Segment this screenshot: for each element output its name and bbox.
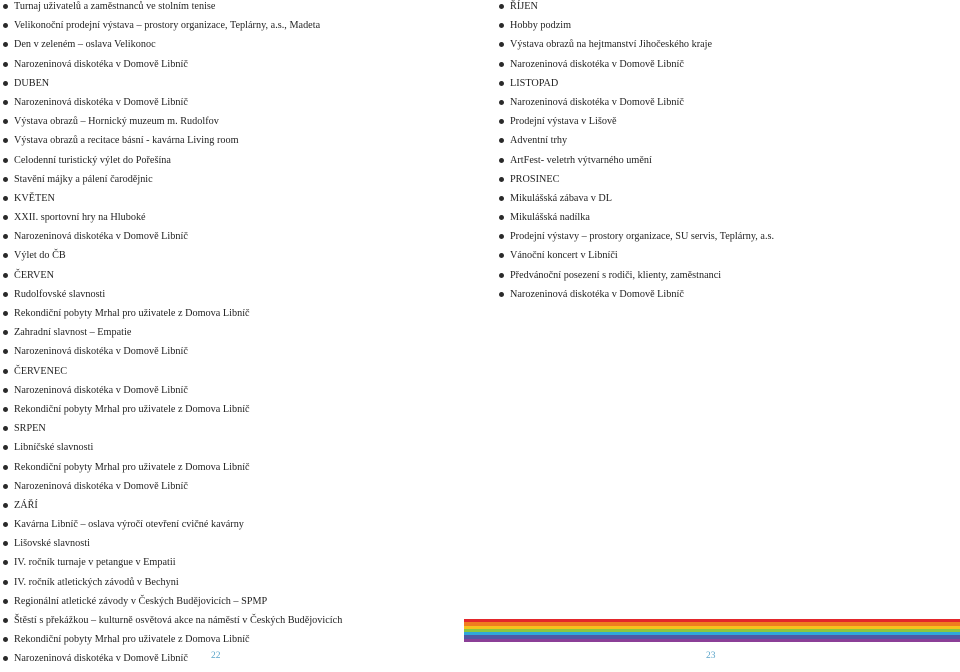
bullet-icon — [3, 177, 8, 182]
list-item-text: Předvánoční posezení s rodiči, klienty, zaměstnanci — [510, 269, 722, 281]
list-item-text: Rekondiční pobyty Mrhal pro uživatele z Domova Libníč — [14, 308, 250, 319]
list-item — [496, 134, 960, 153]
list-item — [496, 154, 960, 173]
bullet-icon — [499, 273, 504, 278]
bullet-icon — [3, 4, 8, 9]
bullet-icon — [499, 138, 504, 143]
list-item — [0, 96, 470, 115]
list-item — [0, 307, 470, 326]
list-item-text: Vánoční koncert v Libníči — [510, 250, 618, 262]
bullet-icon — [3, 196, 8, 201]
list-item — [0, 461, 470, 480]
bullet-icon — [3, 311, 8, 316]
list-item-text: Lišovské slavnosti — [14, 538, 90, 550]
list-item-text: Kavárna Libníč – oslava výročí otevření cvičné kavárny — [14, 519, 244, 531]
list-item — [496, 230, 960, 249]
list-item-text: SRPEN — [14, 423, 46, 435]
bullet-icon — [3, 330, 8, 335]
list-item-text: Narozeninová diskotéka v Domově Libníč — [510, 288, 684, 300]
list-item-text: Rekondiční pobyty Mrhal pro uživatele z Domova Libníč — [14, 461, 250, 473]
list-item-text: Mikulášská zábava v DL — [510, 192, 613, 204]
list-item — [0, 326, 470, 345]
list-item — [0, 518, 470, 537]
list-item — [0, 576, 470, 595]
list-item-text: Mikulášská nadílka — [510, 212, 590, 224]
list-item — [0, 249, 470, 268]
list-item — [0, 173, 470, 192]
list-item-text: ČERVEN — [14, 269, 55, 281]
bullet-icon — [3, 656, 8, 661]
bullet-icon — [3, 522, 8, 527]
list-item-text: XXII. sportovní hry na Hluboké — [14, 212, 146, 224]
list-item — [496, 115, 960, 134]
list-item-text: Stavění májky a pálení čarodějnic — [14, 173, 153, 185]
bullet-icon — [3, 503, 8, 508]
bullet-icon — [499, 292, 504, 297]
list-item-text: Narozeninová diskotéka v Domově Libníč — [14, 346, 188, 358]
list-item-text: Štěstí s překážkou – kulturně osvětová akce na náměstí v Českých Budějovicích — [14, 615, 343, 626]
bullet-icon — [3, 62, 8, 67]
list-item — [0, 115, 470, 134]
list-item-text: Rekondiční pobyty Mrhal pro uživatele z Domova Libníč — [14, 403, 250, 415]
bullet-icon — [3, 618, 8, 623]
list-item — [0, 614, 470, 633]
list-item-text: Celodenní turistický výlet do Pořešína — [14, 154, 171, 166]
list-item-text: Velikonoční prodejní výstava – prostory organizace, Teplárny, a.s., Madeta — [14, 20, 321, 32]
list-item — [0, 595, 470, 614]
bullet-icon — [499, 23, 504, 28]
list-item-text: Turnaj uživatelů a zaměstnanců ve stolním tenise — [14, 1, 216, 12]
list-item — [0, 154, 470, 173]
bullet-icon — [499, 158, 504, 163]
rainbow-band — [464, 639, 960, 642]
bullet-icon — [499, 215, 504, 220]
list-item-text: Hobby podzim — [510, 20, 572, 32]
bullet-icon — [3, 158, 8, 163]
list-item — [496, 77, 960, 96]
bullet-icon — [499, 62, 504, 67]
list-item-text: LISTOPAD — [510, 77, 559, 89]
list-item-text: PROSINEC — [510, 173, 560, 185]
bullet-icon — [3, 81, 8, 86]
bullet-icon — [3, 407, 8, 412]
bullet-icon — [499, 100, 504, 105]
list-item — [0, 633, 470, 652]
list-item — [0, 365, 470, 384]
bullet-icon — [499, 119, 504, 124]
list-item-text: Narozeninová diskotéka v Domově Libníč — [510, 96, 684, 108]
list-item-text: ArtFest- veletrh výtvarného umění — [510, 154, 652, 166]
list-item — [496, 38, 960, 57]
bullet-icon — [499, 253, 504, 258]
list-item-text: IV. ročník atletických závodů v Bechyni — [14, 576, 179, 588]
bullet-icon — [499, 81, 504, 86]
list-item-text: ZÁŘÍ — [14, 499, 38, 511]
list-item — [496, 173, 960, 192]
bullet-icon — [3, 100, 8, 105]
bullet-icon — [3, 273, 8, 278]
bullet-icon — [3, 599, 8, 604]
bullet-icon — [3, 580, 8, 585]
list-item — [0, 422, 470, 441]
list-item — [0, 345, 470, 364]
right-event-list — [496, 0, 960, 307]
list-item — [0, 230, 470, 249]
list-item — [0, 38, 470, 57]
bullet-icon — [3, 138, 8, 143]
list-item — [0, 537, 470, 556]
bullet-icon — [3, 541, 8, 546]
list-item — [0, 134, 470, 153]
list-item — [496, 58, 960, 77]
bullet-icon — [499, 4, 504, 9]
list-item-text: Výstava obrazů – Hornický muzeum m. Rudolfov — [14, 116, 219, 128]
list-item — [0, 77, 470, 96]
list-item-text: Libníčské slavnosti — [14, 442, 94, 454]
bullet-icon — [3, 42, 8, 47]
list-item — [0, 652, 470, 671]
list-item — [496, 96, 960, 115]
list-item-text: Prodejní výstava v Lišově — [510, 116, 617, 128]
list-item — [0, 441, 470, 460]
list-item — [496, 19, 960, 38]
list-item-text: Prodejní výstavy – prostory organizace, SU servis, Teplárny, a.s. — [510, 231, 775, 243]
list-item — [0, 19, 470, 38]
list-item — [0, 58, 470, 77]
list-item — [496, 269, 960, 288]
bullet-icon — [3, 484, 8, 489]
list-item-text: Výstava obrazů a recitace básní - kavárna Living room — [14, 135, 239, 147]
bullet-icon — [3, 23, 8, 28]
bullet-icon — [499, 42, 504, 47]
list-item-text: Narozeninová diskotéka v Domově Libníč — [14, 58, 188, 70]
list-item-text: Narozeninová diskotéka v Domově Libníč — [14, 480, 188, 492]
list-item — [0, 0, 470, 19]
bullet-icon — [499, 196, 504, 201]
list-item-text: IV. ročník turnaje v petangue v Empatii — [14, 557, 176, 569]
list-item — [0, 556, 470, 575]
list-item — [496, 211, 960, 230]
bullet-icon — [3, 349, 8, 354]
left-event-list — [0, 0, 470, 672]
bullet-icon — [3, 388, 8, 393]
list-item — [0, 480, 470, 499]
list-item-text: Rekondiční pobyty Mrhal pro uživatele z Domova Libníč — [14, 634, 250, 646]
list-item-text: Výstava obrazů na hejtmanství Jihočeského kraje — [510, 39, 713, 51]
rainbow-stripe-decoration — [464, 619, 960, 642]
list-item-text: Narozeninová diskotéka v Domově Libníč — [510, 58, 684, 70]
list-item-text: ŘÍJEN — [510, 1, 538, 12]
list-item-text: Regionální atletické závody v Českých Budějovicích – SPMP — [14, 595, 268, 607]
list-item — [0, 403, 470, 422]
bullet-icon — [499, 177, 504, 182]
list-item-text: Narozeninová diskotéka v Domově Libníč — [14, 384, 188, 396]
bullet-icon — [3, 253, 8, 258]
list-item-text: Zahradní slavnost – Empatie — [14, 327, 132, 339]
bullet-icon — [3, 560, 8, 565]
list-item-text: Výlet do ČB — [14, 250, 66, 262]
list-item — [0, 499, 470, 518]
list-item-text: KVĚTEN — [14, 192, 55, 204]
bullet-icon — [3, 445, 8, 450]
list-item — [0, 211, 470, 230]
list-item-text: Narozeninová diskotéka v Domově Libníč — [14, 96, 188, 108]
list-item-text: Narozeninová diskotéka v Domově Libníč — [14, 653, 188, 665]
list-item-text: Den v zeleném – oslava Velikonoc — [14, 39, 156, 51]
list-item-text: Adventní trhy — [510, 135, 568, 147]
bullet-icon — [3, 215, 8, 220]
page-number-right: 23 — [706, 651, 716, 661]
list-item-text: Rudolfovské slavnosti — [14, 288, 106, 300]
list-item — [496, 288, 960, 307]
list-item — [0, 269, 470, 288]
bullet-icon — [3, 234, 8, 239]
list-item-text: Narozeninová diskotéka v Domově Libníč — [14, 231, 188, 243]
bullet-icon — [499, 234, 504, 239]
bullet-icon — [3, 637, 8, 642]
bullet-icon — [3, 369, 8, 374]
bullet-icon — [3, 465, 8, 470]
bullet-icon — [3, 426, 8, 431]
list-item — [0, 288, 470, 307]
list-item-text: DUBEN — [14, 77, 50, 89]
list-item — [0, 384, 470, 403]
bullet-icon — [3, 292, 8, 297]
list-item — [496, 249, 960, 268]
list-item — [496, 192, 960, 211]
list-item — [496, 0, 960, 19]
list-item-text: ČERVENEC — [14, 365, 68, 377]
list-item — [0, 192, 470, 211]
page-number-left: 22 — [211, 651, 221, 661]
bullet-icon — [3, 119, 8, 124]
